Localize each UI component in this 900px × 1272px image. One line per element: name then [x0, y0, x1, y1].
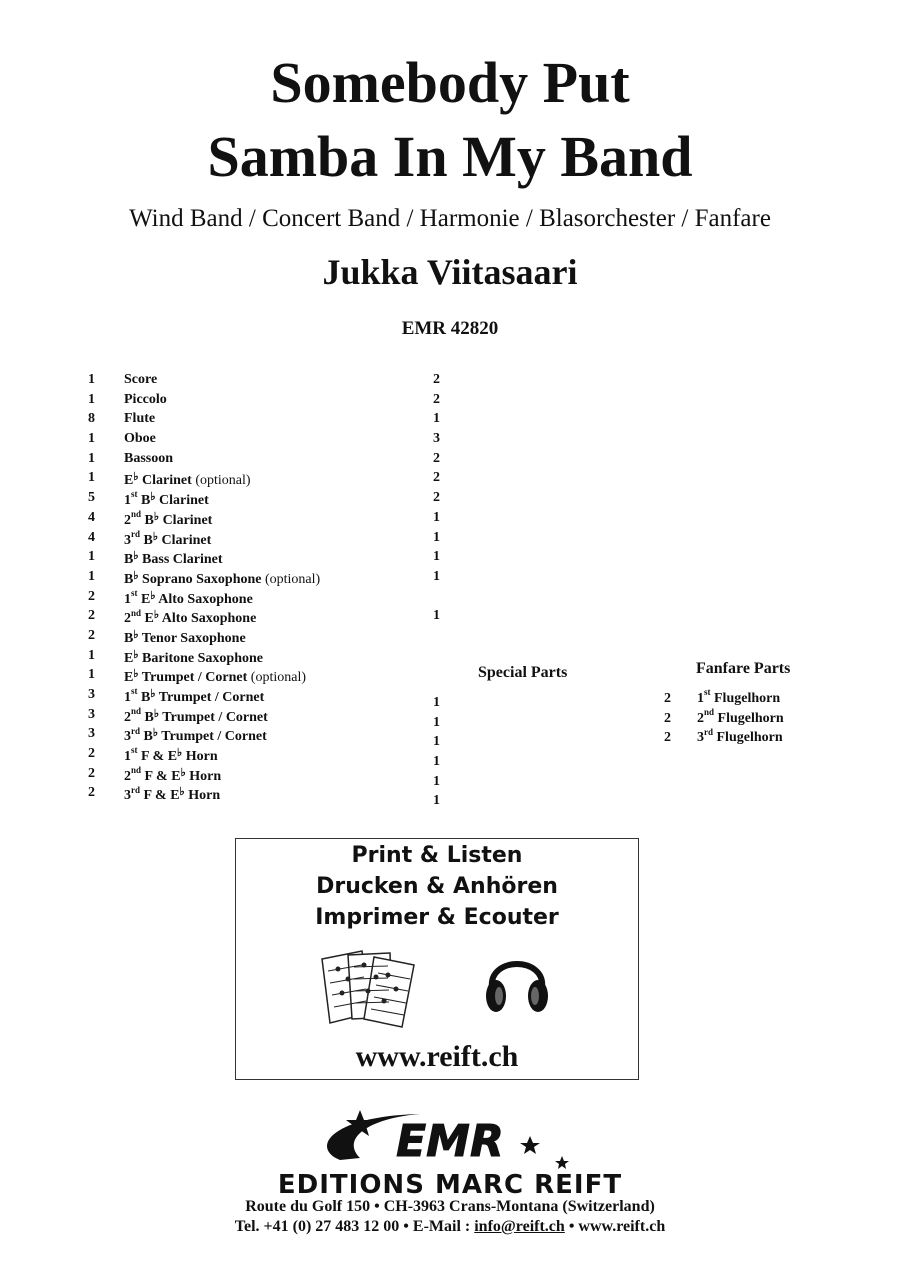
- part-quantity: 2: [88, 785, 95, 801]
- part-name-text: E: [124, 670, 134, 686]
- part-name-text: 1: [124, 690, 131, 705]
- part-name: [697, 728, 783, 748]
- part-quantity: 2: [433, 470, 440, 486]
- publisher-name: EDITIONS MARC REIFT: [277, 1170, 623, 1200]
- part-row: [88, 646, 418, 666]
- part-row: [433, 429, 763, 449]
- flat-sign: ♭: [150, 688, 156, 700]
- part-row: [88, 783, 418, 803]
- part-quantity: 1: [433, 549, 440, 565]
- logo-text: EMR: [396, 1116, 504, 1167]
- part-name-text: 3: [697, 730, 704, 746]
- part-name: [124, 783, 220, 806]
- part-quantity: 1: [88, 431, 95, 447]
- part-quantity: 3: [88, 687, 95, 702]
- part-name-text: B: [124, 552, 134, 568]
- part-name-text: Bassoon: [124, 450, 174, 466]
- part-row: [88, 429, 418, 449]
- flat-sign: ♭: [179, 786, 185, 799]
- part-name-rest: Baritone Saxophone: [138, 650, 264, 666]
- part-row: [88, 626, 418, 646]
- part-quantity: 4: [88, 509, 95, 525]
- part-row: [433, 587, 763, 607]
- part-name-text: Piccolo: [124, 391, 167, 407]
- part-name-rest: Tenor Saxophone: [138, 630, 246, 646]
- part-row: [433, 370, 763, 390]
- part-name-text: 2: [124, 768, 131, 784]
- part-row: [88, 606, 418, 626]
- part-quantity: 1: [433, 509, 440, 525]
- part-quantity: 3: [88, 726, 95, 742]
- part-name-rest: Trumpet / Cornet: [138, 670, 248, 686]
- part-row: [88, 587, 418, 607]
- part-row: [88, 547, 418, 567]
- part-row: [88, 390, 418, 410]
- part-quantity: 3: [433, 431, 440, 447]
- part-quantity: 4: [88, 529, 95, 545]
- part-key: E: [137, 591, 151, 607]
- part-row: [433, 508, 763, 528]
- part-name: [124, 370, 157, 390]
- flat-sign: ♭: [153, 707, 160, 720]
- part-key: F & E: [141, 768, 181, 784]
- part-quantity: 1: [433, 754, 440, 770]
- composer: Jukka Viitasaari: [322, 252, 578, 292]
- part-quantity: 1: [433, 714, 440, 730]
- part-quantity: 2: [664, 691, 671, 706]
- flat-sign: ♭: [133, 628, 139, 641]
- part-name-rest: Trumpet / Cornet: [155, 690, 265, 705]
- part-row: [664, 728, 864, 748]
- contact-tel: Tel. +41 (0) 27 483 12 00 • E-Mail :: [234, 1218, 475, 1235]
- part-row: [88, 685, 418, 705]
- flat-sign: ♭: [152, 530, 159, 543]
- part-quantity: 2: [664, 730, 671, 746]
- promo-line-english: Print & Listen: [351, 843, 523, 868]
- ordinal-suffix: rd: [704, 726, 713, 737]
- flat-sign: ♭: [133, 668, 139, 681]
- part-row: [433, 693, 663, 713]
- part-name-text: E: [124, 473, 134, 489]
- part-quantity: 1: [433, 568, 440, 584]
- ordinal-suffix: st: [131, 587, 138, 598]
- part-quantity: 5: [88, 490, 95, 506]
- part-key: E: [141, 611, 154, 627]
- part-name: [697, 689, 780, 709]
- part-quantity: 2: [433, 372, 440, 387]
- part-quantity: 2: [433, 450, 440, 466]
- flat-sign: ♭: [133, 550, 139, 563]
- part-quantity: 1: [88, 568, 95, 584]
- part-quantity: 1: [433, 695, 440, 710]
- ordinal-suffix: nd: [704, 707, 715, 718]
- flat-sign: ♭: [150, 491, 156, 504]
- part-name-rest: Trumpet / Cornet: [158, 729, 267, 745]
- part-name-rest: Clarinet: [155, 493, 209, 509]
- part-name-rest: Trumpet / Cornet: [159, 709, 268, 725]
- flat-sign: ♭: [133, 648, 139, 661]
- promo-line-german: Drucken & Anhören: [316, 874, 558, 899]
- ordinal-suffix: st: [131, 489, 138, 500]
- publisher-address: Route du Golf 150 • CH-3963 Crans-Montana (Switzerland): [245, 1198, 655, 1215]
- part-row: [88, 370, 418, 390]
- part-name-text: Flute: [124, 411, 156, 427]
- ordinal-suffix: nd: [131, 706, 142, 717]
- part-name-rest: Flugelhorn: [710, 691, 781, 706]
- part-name-text: 1: [124, 493, 131, 509]
- part-quantity: 1: [433, 793, 440, 809]
- part-row: [433, 409, 763, 429]
- email-link[interactable]: info@reift.ch: [474, 1218, 565, 1235]
- part-quantity: 1: [88, 372, 95, 387]
- flat-sign: ♭: [153, 609, 160, 622]
- part-row: [88, 744, 418, 764]
- headphones-icon: [482, 944, 552, 1020]
- part-quantity: 3: [88, 706, 95, 722]
- part-name-rest: Flugelhorn: [714, 710, 784, 726]
- part-row: [433, 528, 763, 548]
- parts-list-right: [433, 370, 763, 626]
- part-name-rest: Alto Saxophone: [155, 591, 253, 607]
- part-name-text: 1: [697, 691, 704, 706]
- part-name-text: E: [124, 650, 134, 666]
- part-quantity: 2: [88, 627, 95, 643]
- sheet-music-icon: [318, 947, 426, 1029]
- ordinal-suffix: rd: [131, 725, 140, 736]
- part-quantity: 2: [88, 746, 95, 762]
- part-key: F & E: [140, 788, 180, 804]
- part-name: [697, 709, 784, 729]
- part-name-rest: Horn: [184, 788, 221, 804]
- part-name-text: 3: [124, 788, 131, 804]
- part-key: B: [140, 532, 153, 548]
- website-link[interactable]: www.reift.ch: [355, 1040, 519, 1073]
- part-row: [88, 528, 418, 548]
- special-parts-list: [433, 693, 663, 811]
- part-name-text: 3: [124, 532, 131, 548]
- part-row: [88, 449, 418, 469]
- flat-sign: ♭: [133, 569, 139, 582]
- part-quantity: 2: [88, 765, 95, 781]
- subtitle: Wind Band / Concert Band / Harmonie / Blasorchester / Fanfare: [129, 205, 771, 232]
- part-name-text: Score: [124, 372, 158, 387]
- part-row: [88, 567, 418, 587]
- part-row: [433, 772, 663, 792]
- part-row: [433, 449, 763, 469]
- fanfare-parts-heading: Fanfare Parts: [696, 660, 791, 677]
- part-row: [88, 764, 418, 784]
- part-name-text: 3: [124, 729, 131, 745]
- catalog-number: EMR 42820: [401, 318, 499, 339]
- ordinal-suffix: rd: [131, 528, 140, 539]
- part-key: F & E: [137, 749, 178, 765]
- promo-line-french: Imprimer & Ecouter: [315, 905, 559, 930]
- part-name: [124, 390, 167, 410]
- part-name-rest: Horn: [182, 749, 218, 765]
- part-quantity: 2: [433, 490, 440, 506]
- part-name-text: 2: [124, 611, 131, 627]
- ordinal-suffix: nd: [131, 607, 142, 618]
- part-name-rest: Clarinet: [138, 473, 192, 489]
- parts-list-left: [88, 370, 418, 803]
- part-quantity: 1: [88, 391, 95, 407]
- part-quantity: 2: [88, 608, 95, 624]
- emr-logo: [300, 1108, 600, 1174]
- part-quantity: 1: [433, 734, 440, 750]
- part-row: [433, 606, 763, 626]
- part-quantity: 1: [88, 470, 95, 486]
- ordinal-suffix: rd: [131, 784, 140, 795]
- title-line-1: Somebody Put: [270, 50, 630, 115]
- part-quantity: 1: [433, 529, 440, 545]
- part-quantity: 1: [88, 667, 95, 683]
- part-name-text: 1: [124, 591, 131, 607]
- part-key: B: [141, 709, 154, 725]
- fanfare-parts-list: [664, 689, 864, 748]
- flat-sign: ♭: [177, 747, 183, 760]
- print-listen-box: [235, 838, 639, 1080]
- part-quantity: 8: [88, 411, 95, 427]
- part-name-rest: Clarinet: [159, 512, 213, 528]
- part-name: [124, 429, 156, 449]
- part-row: [433, 791, 663, 811]
- flat-sign: ♭: [133, 471, 139, 484]
- part-name-text: 1: [124, 749, 131, 765]
- part-quantity: 1: [433, 773, 440, 789]
- flat-sign: ♭: [150, 589, 156, 602]
- title-line-2: Samba In My Band: [207, 124, 693, 189]
- part-name-text: Oboe: [124, 431, 156, 447]
- ordinal-suffix: nd: [131, 509, 142, 520]
- part-row: [433, 547, 763, 567]
- part-key: B: [141, 512, 154, 528]
- part-name-text: 2: [697, 710, 704, 726]
- special-parts-heading: Special Parts: [478, 664, 568, 681]
- part-name: [124, 449, 173, 469]
- part-key: B: [137, 493, 151, 509]
- part-row: [88, 665, 418, 685]
- ordinal-suffix: st: [704, 687, 711, 698]
- part-quantity: 1: [88, 450, 95, 466]
- part-row: [88, 488, 418, 508]
- publisher-contact: [0, 1217, 900, 1237]
- part-note: (optional): [247, 670, 307, 686]
- part-row: [433, 468, 763, 488]
- part-note: (optional): [261, 571, 321, 587]
- part-key: B: [137, 690, 151, 705]
- part-row: [88, 508, 418, 528]
- ordinal-suffix: st: [131, 686, 138, 697]
- part-row: [88, 409, 418, 429]
- part-quantity: 1: [433, 608, 440, 624]
- part-name-text: B: [124, 571, 134, 587]
- part-row: [433, 488, 763, 508]
- part-row: [433, 732, 663, 752]
- part-row: [88, 468, 418, 488]
- part-name: [124, 409, 155, 429]
- flat-sign: ♭: [180, 766, 186, 779]
- part-name-rest: Clarinet: [158, 532, 212, 548]
- contact-web[interactable]: • www.reift.ch: [564, 1218, 666, 1235]
- part-name-text: 2: [124, 709, 131, 725]
- part-row: [433, 713, 663, 733]
- part-quantity: 1: [88, 647, 95, 663]
- part-row: [88, 724, 418, 744]
- part-quantity: 2: [88, 588, 95, 604]
- part-name-rest: Horn: [185, 768, 222, 784]
- ordinal-suffix: nd: [131, 765, 142, 776]
- part-row: [433, 567, 763, 587]
- flat-sign: ♭: [153, 510, 160, 523]
- part-row: [664, 709, 864, 729]
- part-row: [433, 390, 763, 410]
- ordinal-suffix: st: [131, 745, 138, 756]
- part-row: [664, 689, 864, 709]
- part-row: [88, 705, 418, 725]
- part-name-text: 2: [124, 512, 131, 528]
- part-row: [433, 752, 663, 772]
- part-key: B: [140, 729, 153, 745]
- part-quantity: 2: [433, 391, 440, 407]
- part-name-text: B: [124, 630, 134, 646]
- part-quantity: 1: [88, 549, 95, 565]
- part-quantity: 1: [433, 411, 440, 427]
- part-note: (optional): [191, 473, 251, 489]
- part-quantity: 2: [664, 710, 671, 726]
- part-name-rest: Soprano Saxophone: [138, 571, 262, 587]
- part-name-rest: Alto Saxophone: [159, 611, 257, 627]
- part-name-rest: Flugelhorn: [713, 730, 783, 746]
- flat-sign: ♭: [152, 727, 159, 740]
- part-name-rest: Bass Clarinet: [138, 552, 223, 568]
